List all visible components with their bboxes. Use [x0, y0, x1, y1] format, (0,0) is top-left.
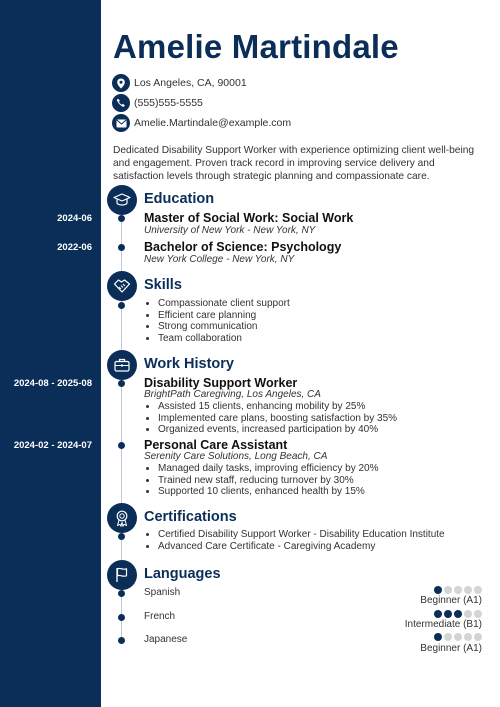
location-text: Los Angeles, CA, 90001 [134, 77, 247, 89]
timeline-dot [118, 533, 125, 540]
list-item: • Advanced Care Certificate - Caregiving Academy [158, 541, 445, 553]
work-bullets [144, 463, 378, 498]
rating-dot-empty [454, 633, 462, 641]
language-rating [434, 633, 482, 641]
rating-dot-empty [444, 586, 452, 594]
rating-dot-empty [454, 586, 462, 594]
list-item: • Trained new staff, reducing turnover by 30% [158, 475, 378, 487]
list-item: • Strong communication [158, 321, 290, 333]
phone-text: (555)555-5555 [134, 97, 203, 109]
candidate-name: Amelie Martindale [113, 28, 399, 65]
rating-dot-empty [444, 633, 452, 641]
rating-dot-empty [464, 633, 472, 641]
timeline-dot [118, 637, 125, 644]
timeline-dot [118, 442, 125, 449]
work-bullets [144, 401, 397, 436]
work-role: Personal Care Assistant [144, 438, 288, 452]
sidebar [0, 0, 101, 707]
envelope-icon [112, 114, 130, 132]
education-degree: Master of Social Work: Social Work [144, 211, 354, 225]
education-school: New York College - New York, NY [144, 254, 295, 265]
language-level: Beginner (A1) [420, 595, 482, 606]
list-item: • Managed daily tasks, improving efficiency by 20% [158, 463, 378, 475]
contact-location [112, 74, 247, 92]
contact-email [112, 114, 291, 132]
rating-dot-empty [474, 610, 482, 618]
list-item: • Team collaboration [158, 333, 290, 345]
language-rating [434, 610, 482, 618]
work-company: Serenity Care Solutions, Long Beach, CA [144, 451, 328, 462]
flag-icon [107, 560, 137, 590]
professional-summary: Dedicated Disability Support Worker with experience optimizing client well-being and engagement. Proven track record in improving service delivery and satisfaction levels through strategic planning and compassionate care. [113, 145, 475, 182]
handshake-icon [107, 271, 137, 301]
rating-dot-empty [464, 610, 472, 618]
language-name: Japanese [144, 634, 188, 645]
work-company: BrightPath Caregiving, Los Angeles, CA [144, 389, 321, 400]
skills-heading: Skills [144, 277, 182, 293]
rating-dot-empty [464, 586, 472, 594]
list-item: • Assisted 15 clients, enhancing mobility by 25% [158, 401, 397, 413]
phone-icon [112, 94, 130, 112]
rating-dot-empty [474, 586, 482, 594]
work-role: Disability Support Worker [144, 376, 298, 390]
ribbon-award-icon [107, 503, 137, 533]
list-item: • Implemented care plans, boosting satisfaction by 35% [158, 413, 397, 425]
education-date: 2024-06 [57, 213, 92, 224]
language-name: French [144, 611, 176, 622]
rating-dot-filled [444, 610, 452, 618]
timeline-dot [118, 590, 125, 597]
languages-heading: Languages [144, 566, 221, 582]
work-date: 2024-02 - 2024-07 [13, 440, 92, 451]
list-item: • Compassionate client support [158, 298, 290, 310]
timeline-dot [118, 244, 125, 251]
timeline-dot [118, 215, 125, 222]
map-pin-icon [112, 74, 130, 92]
list-item: • Certified Disability Support Worker - Disability Education Institute [158, 529, 445, 541]
graduation-cap-icon [107, 185, 137, 215]
education-degree: Bachelor of Science: Psychology [144, 240, 342, 254]
language-name: Spanish [144, 587, 181, 598]
timeline-dot [118, 380, 125, 387]
list-item: • Supported 10 clients, enhanced health by 15% [158, 486, 378, 498]
education-school: University of New York - New York, NY [144, 225, 316, 236]
list-item: • Organized events, increased participation by 40% [158, 424, 397, 436]
work-date: 2024-08 - 2025-08 [13, 378, 92, 389]
language-level: Beginner (A1) [420, 643, 482, 654]
rating-dot-filled [434, 586, 442, 594]
briefcase-icon [107, 350, 137, 380]
rating-dot-filled [454, 610, 462, 618]
rating-dot-empty [474, 633, 482, 641]
language-level: Intermediate (B1) [404, 619, 482, 630]
email-link[interactable]: Amelie.Martindale@example.com [134, 117, 292, 129]
rating-dot-filled [434, 610, 442, 618]
language-rating [434, 586, 482, 594]
contact-phone [112, 94, 203, 112]
education-date: 2022-06 [57, 242, 92, 253]
list-item: • Efficient care planning [158, 310, 290, 322]
certifications-list [144, 529, 445, 552]
timeline-dot [118, 302, 125, 309]
rating-dot-filled [434, 633, 442, 641]
certifications-heading: Certifications [144, 509, 237, 525]
skills-list [144, 298, 290, 344]
work-history-heading: Work History [144, 356, 234, 372]
timeline-dot [118, 614, 125, 621]
education-heading: Education [144, 191, 215, 207]
